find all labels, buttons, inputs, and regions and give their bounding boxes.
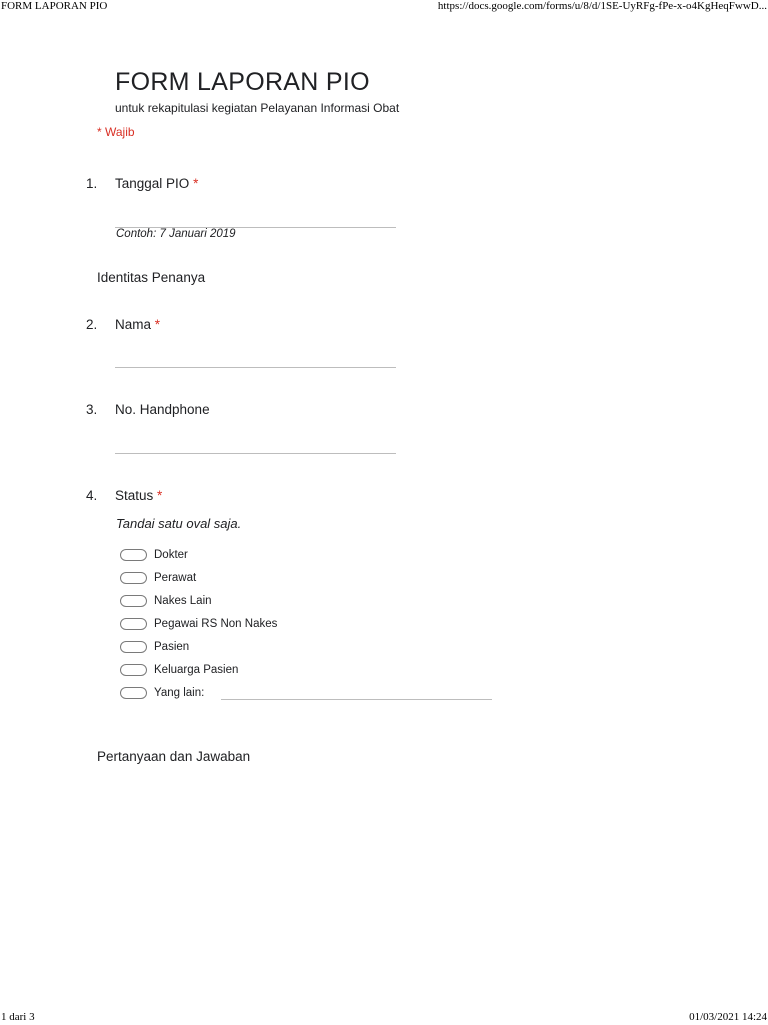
radio-oval[interactable] bbox=[120, 664, 147, 676]
status-instruction: Tandai satu oval saja. bbox=[116, 516, 242, 531]
question-label: Status bbox=[115, 488, 154, 503]
required-asterisk: * bbox=[193, 176, 199, 191]
section-title-pertanyaan: Pertanyaan dan Jawaban bbox=[97, 749, 251, 764]
required-asterisk: * bbox=[157, 488, 163, 503]
question-title-nama bbox=[115, 317, 160, 332]
question-number-4: 4. bbox=[86, 488, 98, 503]
page-number: 1 dari 3 bbox=[1, 1011, 35, 1023]
nama-input[interactable] bbox=[115, 367, 396, 368]
radio-oval[interactable] bbox=[120, 687, 147, 699]
question-number-1: 1. bbox=[86, 176, 98, 191]
question-title-tanggal-pio bbox=[115, 176, 198, 191]
question-number-2: 2. bbox=[86, 317, 98, 332]
option-label: Yang lain: bbox=[154, 687, 205, 699]
option-yang-lain[interactable] bbox=[120, 685, 500, 701]
no-handphone-input[interactable] bbox=[115, 453, 396, 454]
print-header-title: FORM LAPORAN PIO bbox=[1, 0, 108, 12]
option-keluarga-pasien[interactable] bbox=[120, 662, 500, 678]
radio-oval[interactable] bbox=[120, 618, 147, 630]
tanggal-pio-hint: Contoh: 7 Januari 2019 bbox=[116, 228, 236, 240]
option-pasien[interactable] bbox=[120, 639, 500, 655]
radio-oval[interactable] bbox=[120, 549, 147, 561]
question-label: Tanggal PIO bbox=[115, 176, 190, 191]
print-timestamp: 01/03/2021 14:24 bbox=[689, 1011, 767, 1023]
required-asterisk: * bbox=[154, 317, 161, 332]
option-label: Nakes Lain bbox=[154, 595, 212, 607]
option-dokter[interactable] bbox=[120, 547, 500, 563]
print-footer bbox=[0, 1011, 768, 1025]
question-title-status bbox=[115, 488, 162, 503]
form-title: FORM LAPORAN PIO bbox=[115, 68, 370, 96]
question-title-no-handphone: No. Handphone bbox=[115, 402, 210, 417]
radio-oval[interactable] bbox=[120, 641, 147, 653]
option-pegawai-rs-non-nakes[interactable] bbox=[120, 616, 500, 632]
option-nakes-lain[interactable] bbox=[120, 593, 500, 609]
option-label: Perawat bbox=[154, 572, 197, 584]
question-label: Nama bbox=[115, 317, 152, 332]
print-header bbox=[0, 0, 768, 14]
question-number-3: 3. bbox=[86, 402, 98, 417]
section-title-identitas: Identitas Penanya bbox=[97, 270, 206, 285]
required-note: * Wajib bbox=[97, 125, 135, 139]
option-label: Keluarga Pasien bbox=[154, 664, 239, 676]
form-description: untuk rekapitulasi kegiatan Pelayanan Informasi Obat bbox=[115, 101, 400, 115]
option-label: Pegawai RS Non Nakes bbox=[154, 618, 278, 630]
option-perawat[interactable] bbox=[120, 570, 500, 586]
other-text-input[interactable] bbox=[221, 699, 492, 700]
radio-oval[interactable] bbox=[120, 572, 147, 584]
print-header-url: https://docs.google.com/forms/u/8/d/1SE-UyRFg-fPe-x-o4KgHeqFwwD... bbox=[437, 0, 767, 12]
option-label: Pasien bbox=[154, 641, 190, 653]
radio-oval[interactable] bbox=[120, 595, 147, 607]
option-label: Dokter bbox=[154, 549, 188, 561]
